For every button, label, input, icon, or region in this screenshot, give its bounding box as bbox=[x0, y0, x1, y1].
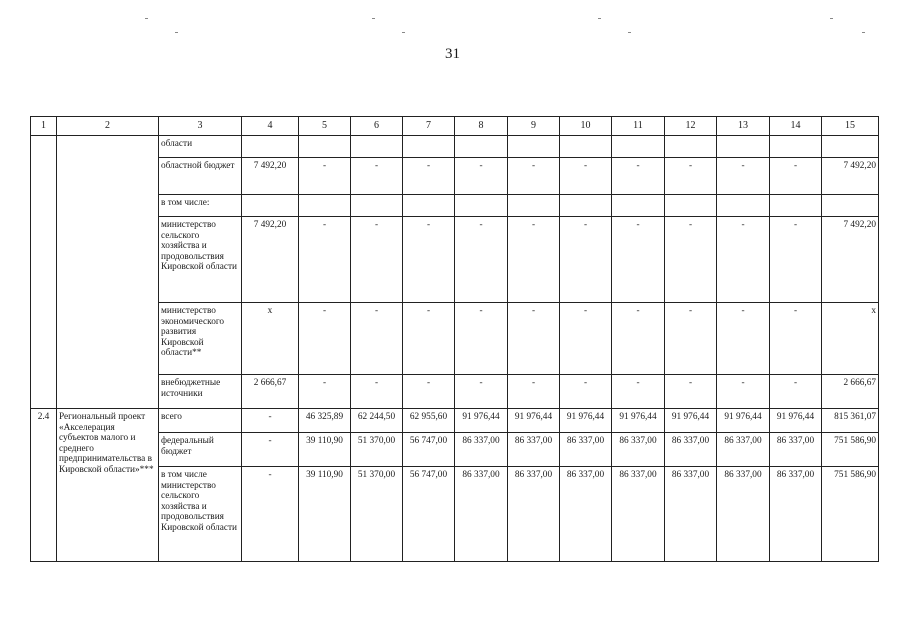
budget-table bbox=[30, 116, 879, 562]
value-cell-col10: - bbox=[560, 375, 612, 409]
column-header-15: 15 bbox=[822, 117, 879, 136]
value-cell-col12: - bbox=[665, 303, 717, 375]
value-cell-col14: - bbox=[770, 375, 822, 409]
table-row bbox=[31, 433, 879, 467]
value-cell-col11: 91 976,44 bbox=[612, 409, 665, 433]
column-header-11: 11 bbox=[612, 117, 665, 136]
value-cell-col8: 91 976,44 bbox=[455, 409, 508, 433]
value-cell-col8: 86 337,00 bbox=[455, 433, 508, 467]
value-cell-col4: 2 666,67 bbox=[242, 375, 299, 409]
value-cell-col15: 7 492,20 bbox=[822, 217, 879, 303]
value-cell-col13: - bbox=[717, 303, 770, 375]
cell-name: Региональный проект «Акселерация субъектов малого и среднего предпринимательства в Кировской области»*** bbox=[57, 409, 159, 562]
cell-source: всего bbox=[159, 409, 242, 433]
value-cell-col8: 86 337,00 bbox=[455, 467, 508, 562]
value-cell-col8: - bbox=[455, 158, 508, 195]
value-cell-col4: 7 492,20 bbox=[242, 217, 299, 303]
column-header-12: 12 bbox=[665, 117, 717, 136]
value-cell-col5: - bbox=[299, 303, 351, 375]
value-cell-col8: - bbox=[455, 217, 508, 303]
value-cell-col12: - bbox=[665, 158, 717, 195]
column-header-3: 3 bbox=[159, 117, 242, 136]
value-cell-col4: - bbox=[242, 409, 299, 433]
value-cell-col13: - bbox=[717, 158, 770, 195]
value-cell-col4: - bbox=[242, 433, 299, 467]
value-cell-col13: 91 976,44 bbox=[717, 409, 770, 433]
value-cell-col10: - bbox=[560, 217, 612, 303]
header-row bbox=[31, 117, 879, 136]
cell-source: министерство экономического развития Кировской области** bbox=[159, 303, 242, 375]
value-cell-col6: 51 370,00 bbox=[351, 433, 403, 467]
table-row bbox=[31, 409, 879, 433]
table-row bbox=[31, 303, 879, 375]
value-cell-col15: 815 361,07 bbox=[822, 409, 879, 433]
cell-source: министерство сельского хозяйства и продовольствия Кировской области bbox=[159, 217, 242, 303]
table-row bbox=[31, 136, 879, 158]
scan-speck bbox=[862, 32, 865, 33]
value-cell-col15: 751 586,90 bbox=[822, 467, 879, 562]
value-cell-col4: x bbox=[242, 303, 299, 375]
value-cell-col6: 62 244,50 bbox=[351, 409, 403, 433]
value-cell-col11: - bbox=[612, 375, 665, 409]
column-header-4: 4 bbox=[242, 117, 299, 136]
column-header-6: 6 bbox=[351, 117, 403, 136]
table-row bbox=[31, 195, 879, 217]
value-cell-col7: 56 747,00 bbox=[403, 467, 455, 562]
value-cell-col11: - bbox=[612, 303, 665, 375]
value-cell-col10: 91 976,44 bbox=[560, 409, 612, 433]
value-cell-col5: 39 110,90 bbox=[299, 433, 351, 467]
value-cell-col15: 2 666,67 bbox=[822, 375, 879, 409]
value-cell-col11: 86 337,00 bbox=[612, 433, 665, 467]
value-cell-col7: - bbox=[403, 217, 455, 303]
value-cell-col7: 62 955,60 bbox=[403, 409, 455, 433]
column-header-8: 8 bbox=[455, 117, 508, 136]
value-cell-col11: - bbox=[612, 158, 665, 195]
column-header-9: 9 bbox=[508, 117, 560, 136]
value-cell-col15: x bbox=[822, 303, 879, 375]
value-cell-col6: 51 370,00 bbox=[351, 467, 403, 562]
value-cell-col9: 86 337,00 bbox=[508, 467, 560, 562]
value-cell-col15: 7 492,20 bbox=[822, 158, 879, 195]
value-cell-col9: - bbox=[508, 217, 560, 303]
value-cell-col10: 86 337,00 bbox=[560, 433, 612, 467]
column-header-10: 10 bbox=[560, 117, 612, 136]
scan-speck bbox=[372, 18, 375, 19]
value-cell-col13: 86 337,00 bbox=[717, 467, 770, 562]
value-cell-col14: - bbox=[770, 217, 822, 303]
value-cell-col6: - bbox=[351, 158, 403, 195]
value-cell-col8: - bbox=[455, 303, 508, 375]
table-row bbox=[31, 158, 879, 195]
cell-source: в том числе министерство сельского хозяйства и продовольствия Кировской области bbox=[159, 467, 242, 562]
value-cell-col6: - bbox=[351, 217, 403, 303]
scan-speck bbox=[145, 18, 148, 19]
column-header-7: 7 bbox=[403, 117, 455, 136]
table-row bbox=[31, 217, 879, 303]
value-cell-col10: - bbox=[560, 158, 612, 195]
value-cell-col4: - bbox=[242, 467, 299, 562]
scan-speck bbox=[598, 18, 601, 19]
table-row bbox=[31, 375, 879, 409]
column-header-13: 13 bbox=[717, 117, 770, 136]
value-cell-col4: 7 492,20 bbox=[242, 158, 299, 195]
scan-speck bbox=[175, 32, 178, 33]
value-cell-col8: - bbox=[455, 375, 508, 409]
column-header-14: 14 bbox=[770, 117, 822, 136]
value-cell-col6: - bbox=[351, 375, 403, 409]
cell-source: областной бюджет bbox=[159, 158, 242, 195]
cell-index: 2.4 bbox=[31, 409, 57, 562]
value-cell-col9: - bbox=[508, 303, 560, 375]
value-cell-col15: 751 586,90 bbox=[822, 433, 879, 467]
value-cell-col12: - bbox=[665, 375, 717, 409]
value-cell-col13: 86 337,00 bbox=[717, 433, 770, 467]
scan-speck bbox=[830, 18, 833, 19]
cell-source: внебюджетные источники bbox=[159, 375, 242, 409]
value-cell-col10: - bbox=[560, 303, 612, 375]
value-cell-col5: - bbox=[299, 158, 351, 195]
value-cell-col5: - bbox=[299, 375, 351, 409]
value-cell-col9: - bbox=[508, 375, 560, 409]
cell-source: области bbox=[159, 136, 242, 158]
cell-name bbox=[57, 136, 159, 409]
value-cell-col12: - bbox=[665, 217, 717, 303]
table-row bbox=[31, 467, 879, 562]
value-cell-col5: 39 110,90 bbox=[299, 467, 351, 562]
page-number: 31 bbox=[445, 46, 460, 62]
value-cell-col13: - bbox=[717, 217, 770, 303]
value-cell-col6: - bbox=[351, 303, 403, 375]
cell-index bbox=[31, 136, 57, 409]
value-cell-col12: 86 337,00 bbox=[665, 433, 717, 467]
value-cell-col9: - bbox=[508, 158, 560, 195]
value-cell-col14: 86 337,00 bbox=[770, 467, 822, 562]
value-cell-col13: - bbox=[717, 375, 770, 409]
value-cell-col11: - bbox=[612, 217, 665, 303]
value-cell-col5: - bbox=[299, 217, 351, 303]
value-cell-col10: 86 337,00 bbox=[560, 467, 612, 562]
value-cell-col14: - bbox=[770, 158, 822, 195]
column-header-1: 1 bbox=[31, 117, 57, 136]
value-cell-col9: 91 976,44 bbox=[508, 409, 560, 433]
value-cell-col7: 56 747,00 bbox=[403, 433, 455, 467]
scan-speck bbox=[402, 32, 405, 33]
value-cell-col7: - bbox=[403, 158, 455, 195]
value-cell-col5: 46 325,89 bbox=[299, 409, 351, 433]
value-cell-col12: 91 976,44 bbox=[665, 409, 717, 433]
value-cell-col14: - bbox=[770, 303, 822, 375]
value-cell-col12: 86 337,00 bbox=[665, 467, 717, 562]
value-cell-col14: 91 976,44 bbox=[770, 409, 822, 433]
value-cell-col7: - bbox=[403, 375, 455, 409]
value-cell-col14: 86 337,00 bbox=[770, 433, 822, 467]
value-cell-col11: 86 337,00 bbox=[612, 467, 665, 562]
value-cell-col9: 86 337,00 bbox=[508, 433, 560, 467]
cell-source: федеральный бюджет bbox=[159, 433, 242, 467]
cell-source: в том числе: bbox=[159, 195, 242, 217]
column-header-2: 2 bbox=[57, 117, 159, 136]
column-header-5: 5 bbox=[299, 117, 351, 136]
value-cell-col7: - bbox=[403, 303, 455, 375]
scan-speck bbox=[628, 32, 631, 33]
